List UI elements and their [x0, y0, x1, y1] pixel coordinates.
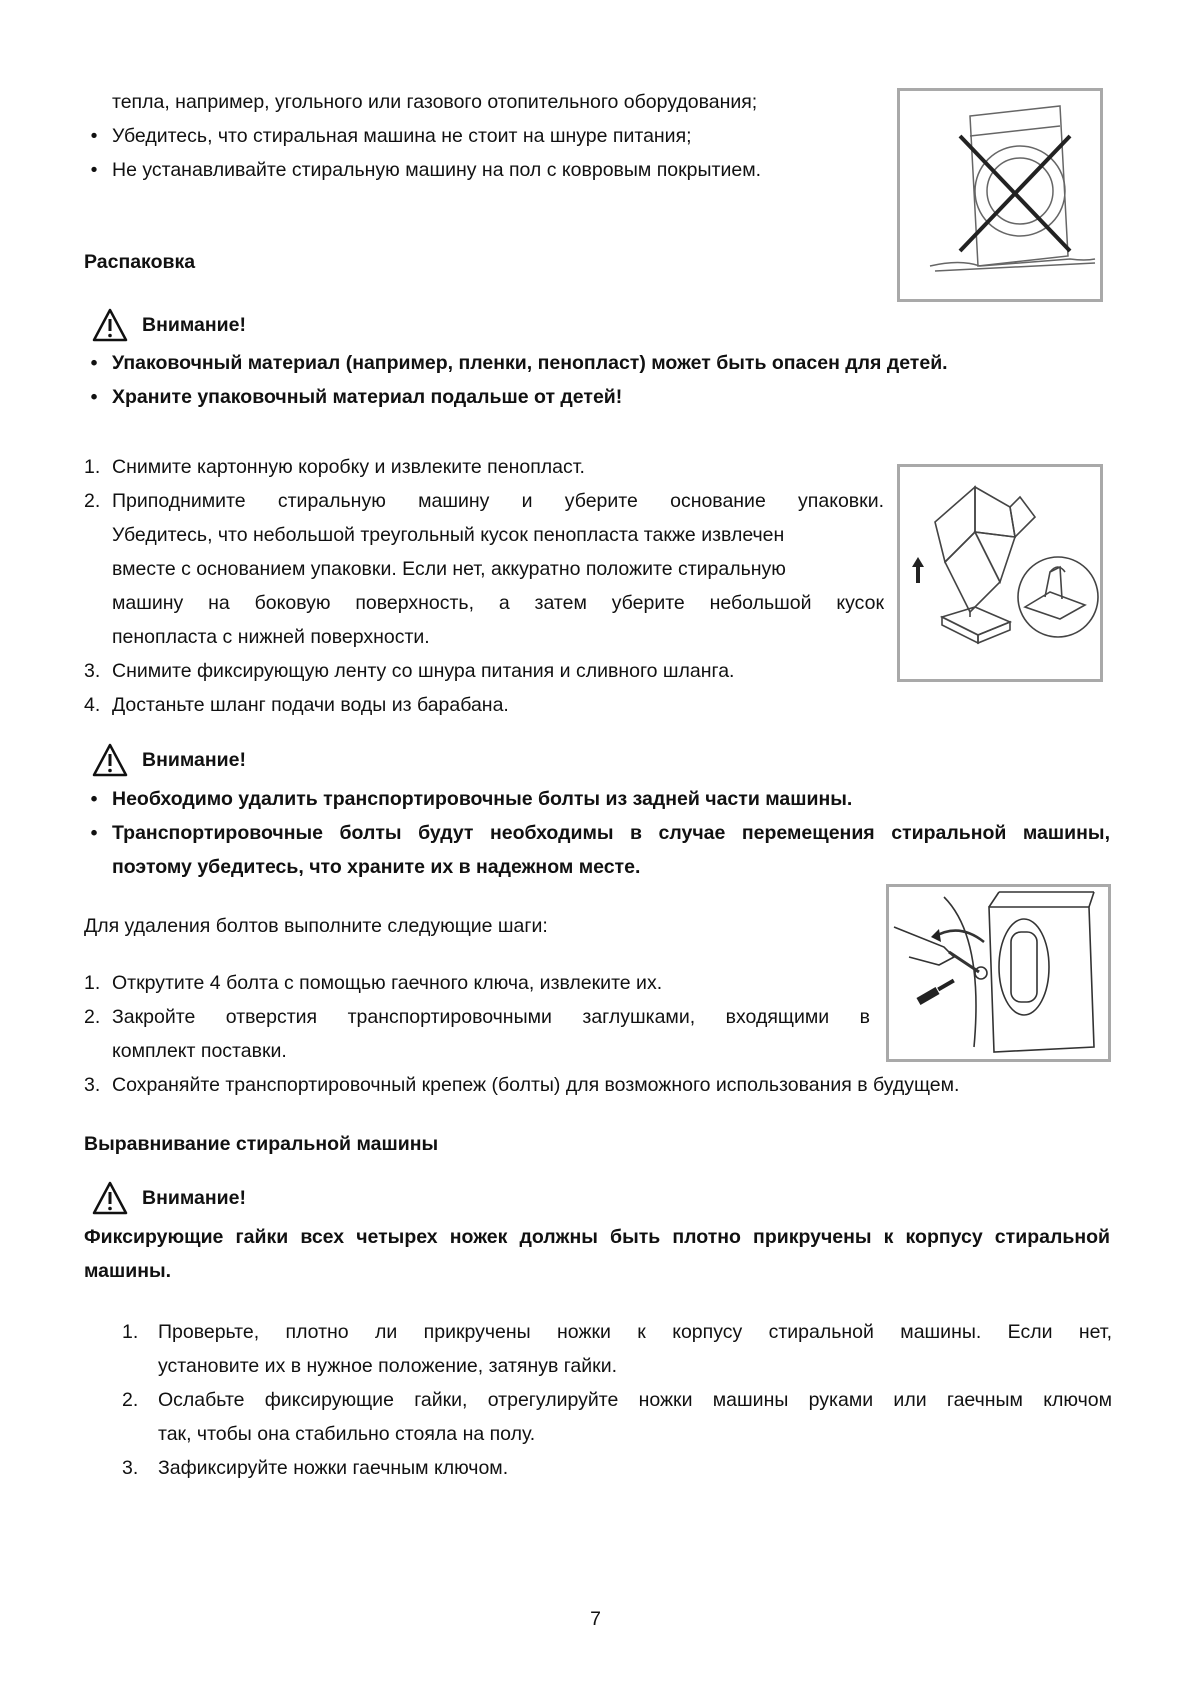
warning-bullet-text: Транспортировочные болты будут необходимы в случае перемещения стиральной машины, — [112, 822, 1110, 844]
bullet-dot: • — [90, 159, 98, 181]
bullet-dot: • — [90, 822, 98, 844]
warning-label: Внимание! — [142, 314, 246, 336]
leveling-step-1 — [122, 1315, 1112, 1383]
warning-bullet-text: Необходимо удалить транспортировочные болты из задней части машины. — [112, 788, 853, 810]
bolts-step-2 — [84, 1000, 874, 1068]
step-text: Снимите фиксирующую ленту со шнура питания и сливного шланга. — [112, 660, 735, 682]
step-text-line: Ослабьте фиксирующие гайки, отрегулируйте ножки машины руками или гаечным ключом — [158, 1389, 1112, 1411]
intro-bullet-2 — [84, 153, 844, 187]
intro-bullet-1 — [84, 119, 844, 153]
step-text-line: Убедитесь, что небольшой треугольный кусок пенопласта также извлечен — [112, 524, 785, 546]
step-number: 3. — [122, 1457, 139, 1479]
unpacking-step-1 — [84, 450, 884, 484]
warning-label: Внимание! — [142, 1187, 246, 1209]
warning-label: Внимание! — [142, 749, 246, 771]
step-text-line: пенопласта с нижней поверхности. — [112, 626, 430, 648]
remove-bolts-illustration — [889, 887, 1108, 1059]
leveling-warning-line-1: Фиксирующие гайки всех четырех ножек должны быть плотно прикручены к корпусу стиральной — [84, 1226, 1110, 1248]
step-text: Зафиксируйте ножки гаечным ключом. — [158, 1457, 509, 1479]
step-text-line: Приподнимите стиральную машину и уберите основание упаковки. — [112, 490, 884, 512]
section-heading-unpacking: Распаковка — [84, 251, 196, 273]
unpacking-step-3 — [84, 654, 884, 688]
figure-no-carpet — [897, 88, 1103, 302]
step-number: 2. — [84, 1006, 101, 1028]
step-text-line: Закройте отверстия транспортировочными заглушками, входящими в — [112, 1006, 870, 1028]
bolts-warning-bullet-1 — [84, 782, 1110, 816]
step-number: 3. — [84, 1074, 101, 1096]
leveling-step-2 — [122, 1383, 1112, 1451]
warning-triangle-icon — [92, 743, 128, 777]
unpacking-box-illustration — [900, 467, 1100, 679]
bolts-intro: Для удаления болтов выполните следующие шаги: — [84, 915, 548, 937]
leveling-step-3 — [122, 1451, 1112, 1485]
intro-bullet-text: Убедитесь, что стиральная машина не стоит на шнуре питания; — [112, 125, 692, 147]
step-text: Достаньте шланг подачи воды из барабана. — [112, 694, 509, 716]
step-text-line: установите их в нужное положение, затянув гайки. — [158, 1355, 618, 1377]
step-number: 3. — [84, 660, 101, 682]
step-number: 1. — [84, 972, 101, 994]
step-text-line: так, чтобы она стабильно стояла на полу. — [158, 1423, 536, 1445]
warning-triangle-icon — [92, 1181, 128, 1215]
section-heading-leveling: Выравнивание стиральной машины — [84, 1133, 439, 1155]
step-text-line: машину на боковую поверхность, а затем уберите небольшой кусок — [112, 592, 884, 614]
warning-bullet-2 — [84, 380, 1104, 414]
step-number: 2. — [84, 490, 101, 512]
no-carpet-illustration — [900, 91, 1100, 299]
warning-unpacking — [92, 306, 246, 344]
bullet-dot: • — [90, 125, 98, 147]
figure-remove-bolts — [886, 884, 1111, 1062]
step-number: 4. — [84, 694, 101, 716]
bullet-dot: • — [90, 352, 98, 374]
warning-bullet-1 — [84, 346, 1104, 380]
bolts-warning-bullet-2 — [84, 816, 1110, 884]
warning-bullet-text: Храните упаковочный материал подальше от детей! — [112, 386, 623, 408]
step-number: 2. — [122, 1389, 139, 1411]
step-text-line: вместе с основанием упаковки. Если нет, аккуратно положите стиральную — [112, 558, 786, 580]
intro-continuation-line: тепла, например, угольного или газового отопительного оборудования; — [112, 91, 758, 113]
step-text: Снимите картонную коробку и извлеките пенопласт. — [112, 456, 585, 478]
intro-bullet-text: Не устанавливайте стиральную машину на пол с ковровым покрытием. — [112, 159, 762, 181]
bolts-step-1 — [84, 966, 874, 1000]
warning-triangle-icon — [92, 308, 128, 342]
bullet-dot: • — [90, 386, 98, 408]
warning-bullet-text: Упаковочный материал (например, пленки, пенопласт) может быть опасен для детей. — [112, 352, 948, 374]
step-text: Открутите 4 болта с помощью гаечного ключа, извлеките их. — [112, 972, 663, 994]
warning-bolts — [92, 741, 246, 779]
step-number: 1. — [122, 1321, 139, 1343]
step-text: Сохраняйте транспортировочный крепеж (болты) для возможного использования в будущем. — [112, 1074, 960, 1096]
warning-leveling — [92, 1179, 246, 1217]
bolts-step-3 — [84, 1068, 1114, 1102]
step-text-line: комплект поставки. — [112, 1040, 287, 1062]
figure-unpacking-box — [897, 464, 1103, 682]
leveling-warning-line-2: машины. — [84, 1260, 172, 1282]
warning-bullet-text: поэтому убедитесь, что храните их в надежном месте. — [112, 856, 641, 878]
unpacking-step-2 — [84, 484, 884, 654]
unpacking-step-4 — [84, 688, 884, 722]
step-number: 1. — [84, 456, 101, 478]
bullet-dot: • — [90, 788, 98, 810]
step-text-line: Проверьте, плотно ли прикручены ножки к корпусу стиральной машины. Если нет, — [158, 1321, 1112, 1343]
page-number: 7 — [590, 1608, 601, 1630]
